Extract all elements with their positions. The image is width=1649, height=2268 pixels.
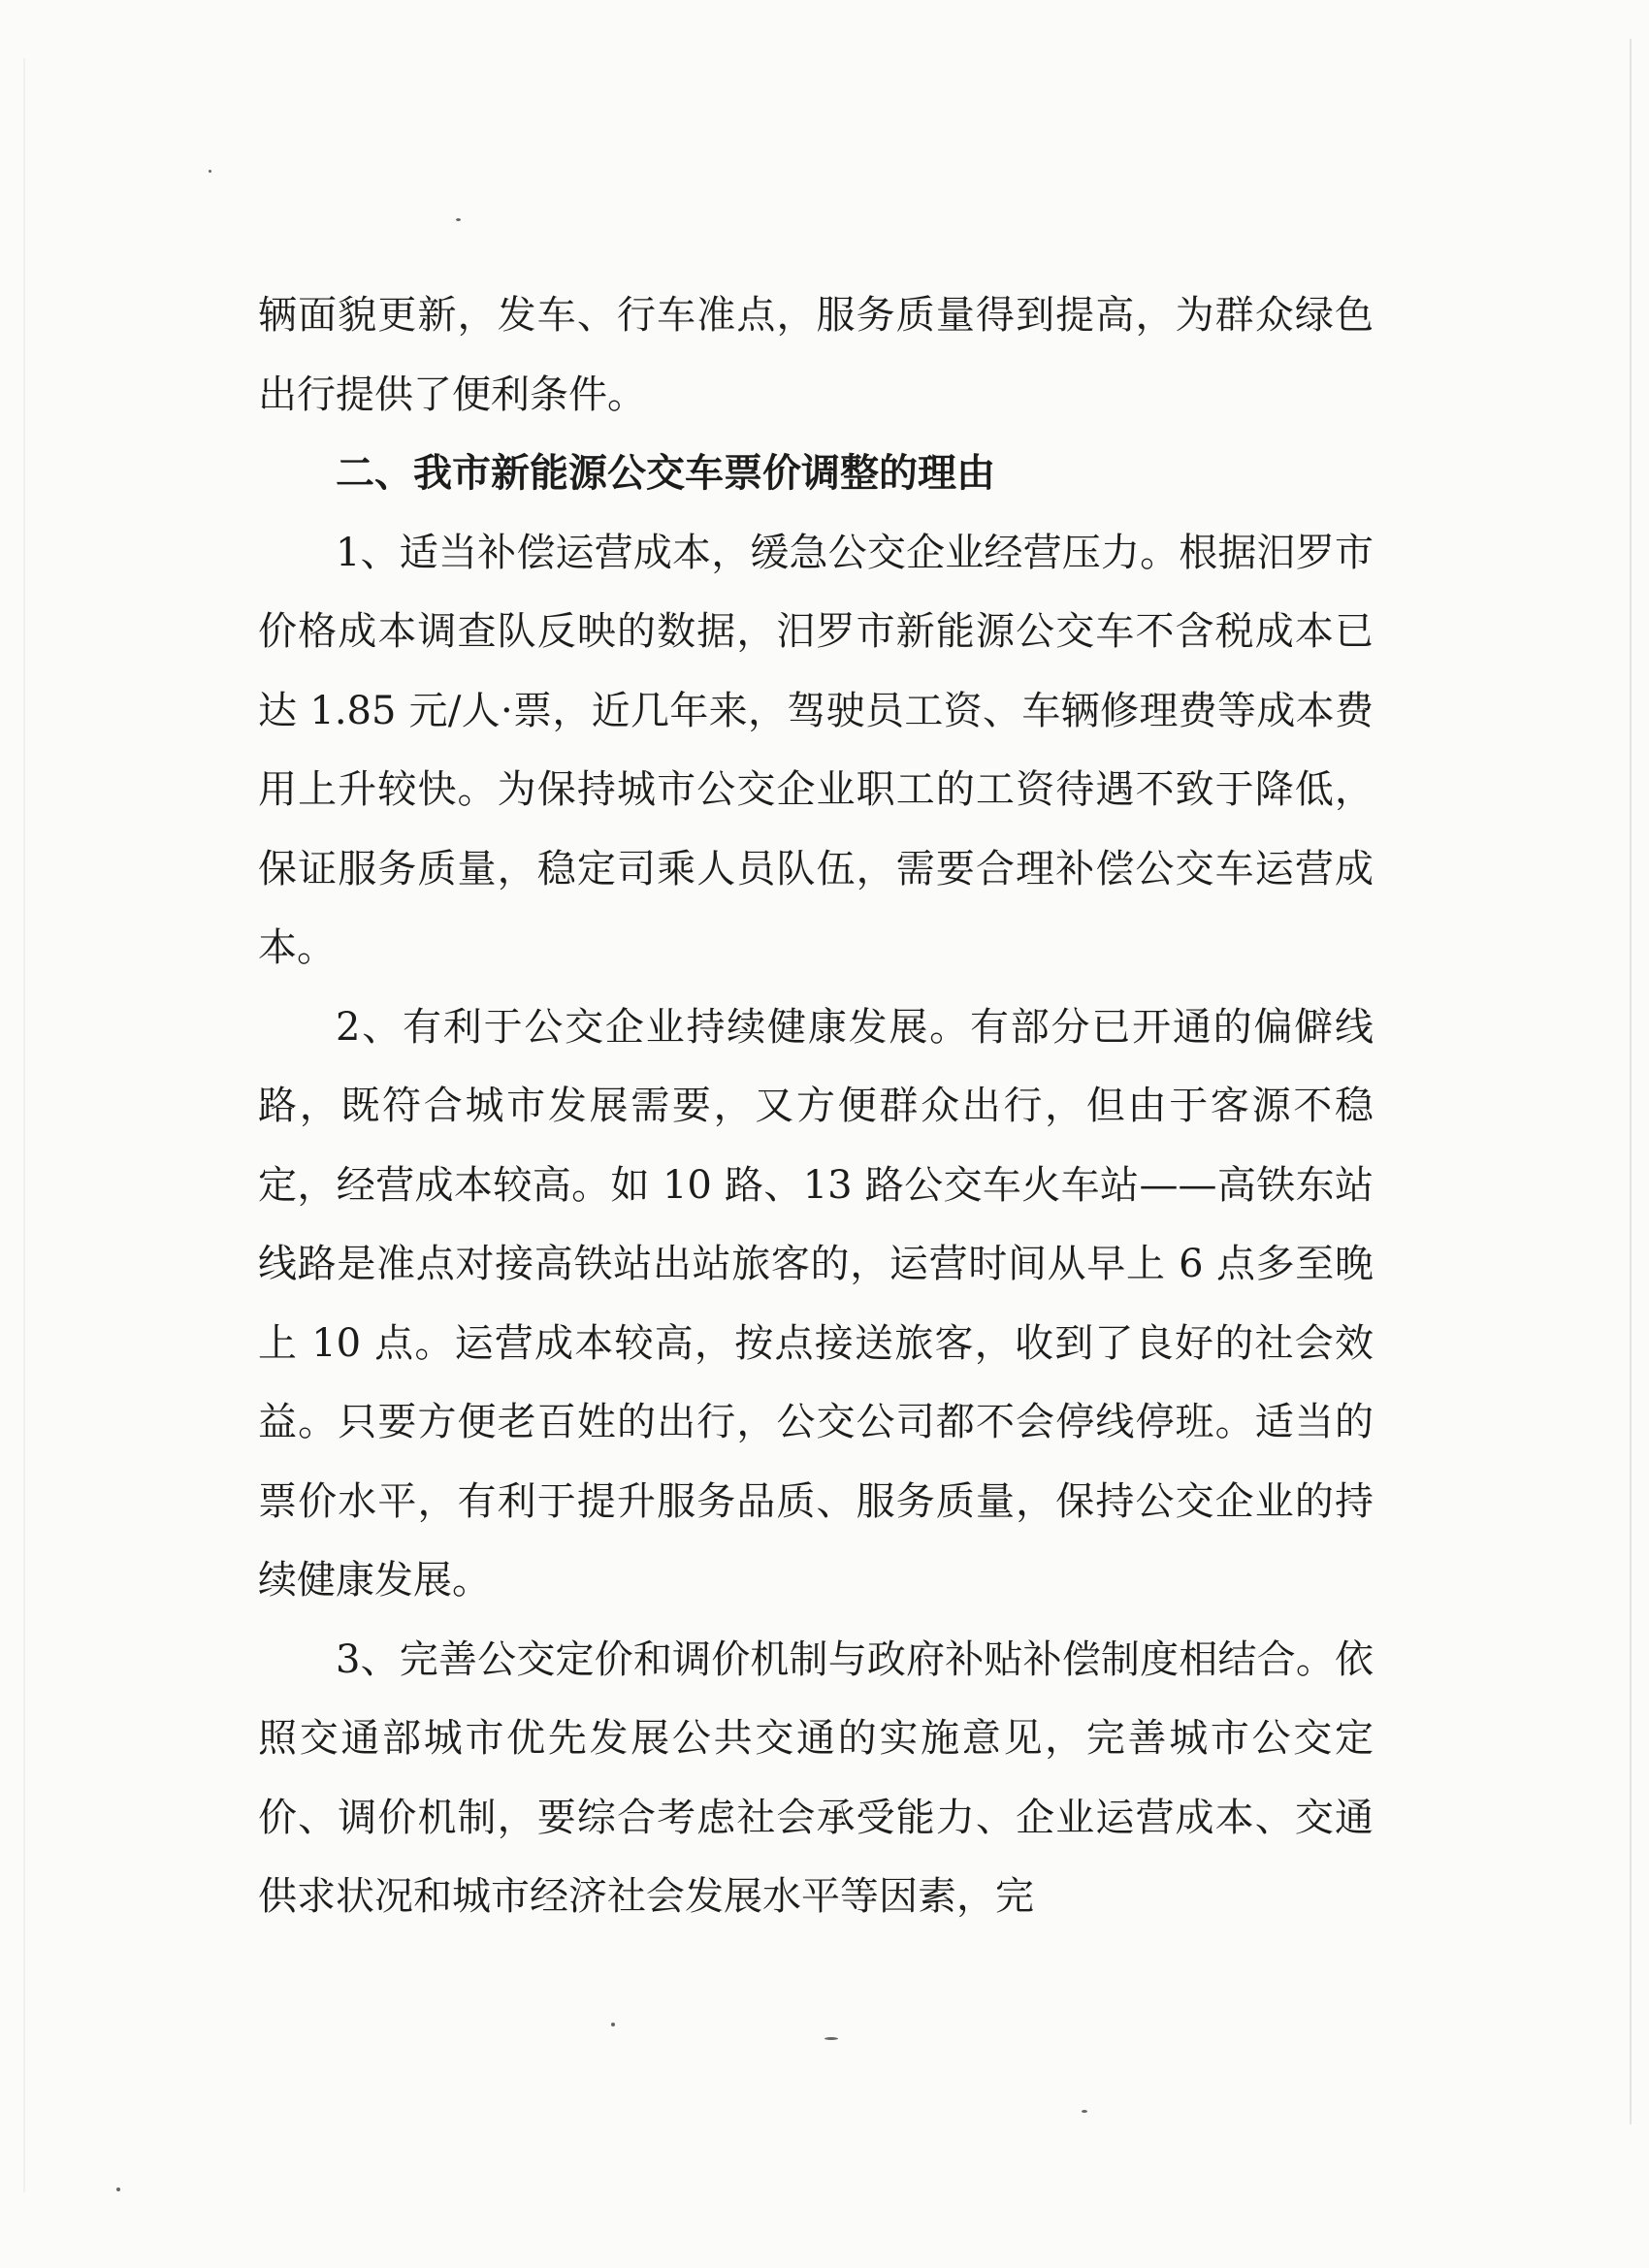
scan-speck	[116, 2187, 120, 2191]
scan-edge-right	[1630, 39, 1632, 2124]
paragraph-continued: 辆面貌更新，发车、行车准点，服务质量得到提高，为群众绿色出行提供了便利条件。	[258, 293, 1374, 417]
paragraph-reason-2: 2、有利于公交企业持续健康发展。有部分已开通的偏僻线路，既符合城市发展需要，又方便群众出行，但由于客源不稳定，经营成本较高。如 10 路、13 路公交车火车站——高铁东站线路是准点对接高铁站出站旅客的，运营时间从早上 6 点多至晚上 10 点。运营成本较高，按点接送旅客，收到了良好的社会效益。只要方便老百姓的出行，公交公司都不会停线停班。适当的票价水平，有利于提升服务品质、服务质量，保持公交企业的持续健康发展。	[258, 1004, 1374, 1603]
document-body	[258, 276, 1374, 1937]
scan-speck	[456, 218, 461, 221]
paragraph-reason-3: 3、完善公交定价和调价机制与政府补贴补偿制度相结合。依照交通部城市优先发展公共交通的实施意见，完善城市公交定价、调价机制，要综合考虑社会承受能力、企业运营成本、交通供求状况和城市经济社会发展水平等因素，完	[258, 1636, 1374, 1919]
section-heading: 二、我市新能源公交车票价调整的理由	[336, 451, 995, 496]
scan-speck	[824, 2037, 838, 2040]
scan-speck	[611, 2023, 615, 2026]
scan-speck	[1082, 2110, 1087, 2113]
scan-speck	[209, 170, 211, 173]
paragraph-reason-1: 1、适当补偿运营成本，缓急公交企业经营压力。根据汨罗市价格成本调查队反映的数据，汨罗市新能源公交车不含税成本已达 1.85 元/人·票，近几年来，驾驶员工资、车辆修理费等成本费用上升较快。为保持城市公交企业职工的工资待遇不致于降低，保证服务质量，稳定司乘人员队伍，需要合理补偿公交车运营成本。	[258, 530, 1374, 970]
scan-edge-left	[23, 58, 25, 2192]
